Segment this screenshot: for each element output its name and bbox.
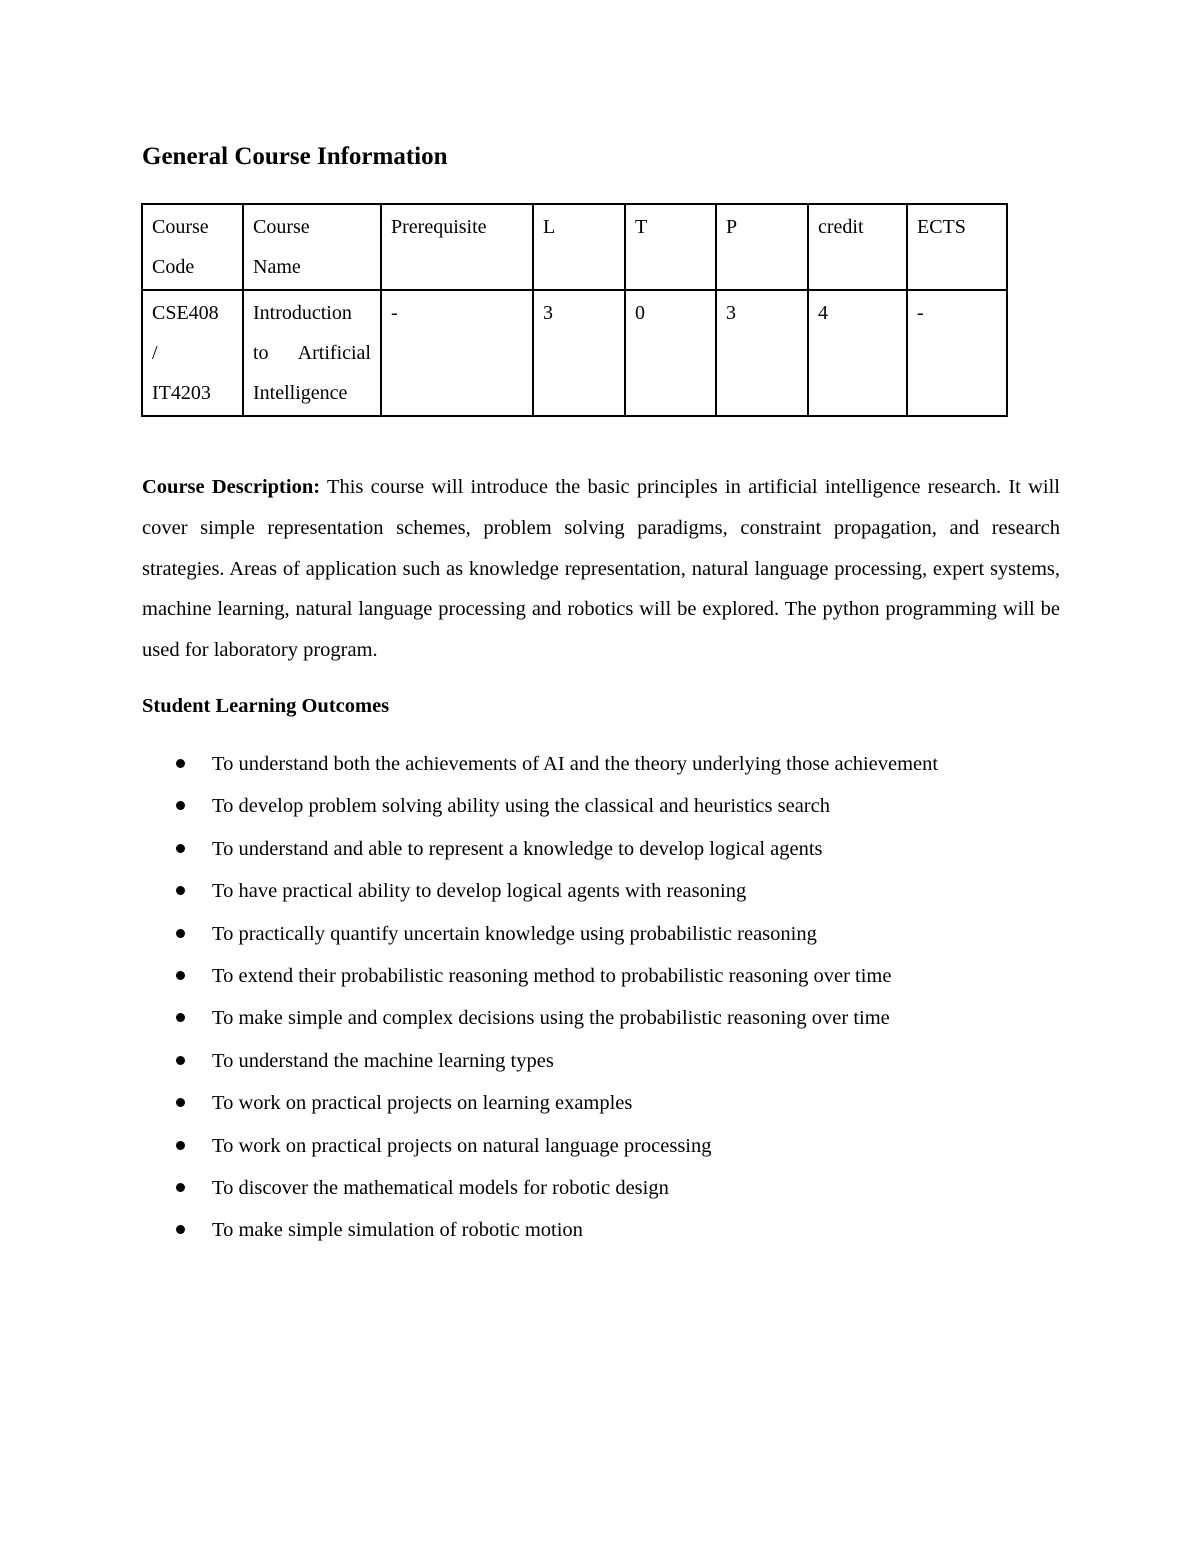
list-item-text: To work on practical projects on learning examples [212, 1092, 633, 1115]
bullet-icon [176, 971, 185, 980]
list-item [142, 1127, 1082, 1169]
bullet-icon [176, 1141, 185, 1150]
course-info-table [141, 203, 1008, 417]
cell-t: 0 [625, 290, 716, 416]
cell-ects: - [907, 290, 1007, 416]
list-item [142, 915, 1082, 957]
table-row [142, 290, 1007, 416]
course-description-text: This course will introduce the basic principles in artificial intelligence research. It will cover simple representation schemes, problem solving paradigms, constraint propagation, and research strategies. Areas of application such as knowledge representation, natural language processing, expert systems, machine learning, natural language processing and robotics will be explored. The python programming will be used for laboratory program. [142, 476, 1060, 662]
cell-p: 3 [716, 290, 808, 416]
header-p: P [716, 204, 808, 290]
list-item-text: To develop problem solving ability using the classical and heuristics search [212, 795, 830, 818]
list-item-text: To make simple simulation of robotic motion [212, 1219, 583, 1242]
list-item-text: To work on practical projects on natural language processing [212, 1134, 712, 1157]
header-l: L [533, 204, 625, 290]
list-item-text: To understand the machine learning types [212, 1049, 554, 1072]
list-item [142, 957, 1082, 999]
table-header-row [142, 204, 1007, 290]
header-credit: credit [808, 204, 907, 290]
course-code-line-1: CSE408 [152, 302, 219, 324]
outcomes-list [142, 745, 1082, 1254]
list-item-text: To extend their probabilistic reasoning method to probabilistic reasoning over time [212, 964, 892, 987]
list-item-text: To make simple and complex decisions using the probabilistic reasoning over time [212, 1007, 890, 1030]
bullet-icon [176, 1013, 185, 1022]
header-course-name-line-1: Course [253, 216, 310, 238]
course-code-line-3: IT4203 [152, 382, 211, 404]
list-item [142, 787, 1082, 829]
list-item [142, 745, 1082, 787]
header-course-code-line-2: Code [152, 256, 195, 278]
list-item [142, 830, 1082, 872]
bullet-icon [176, 1056, 185, 1065]
bullet-icon [176, 1225, 185, 1234]
header-prerequisite: Prerequisite [381, 204, 533, 290]
cell-credit: 4 [808, 290, 907, 416]
course-description-label: Course Description: [142, 476, 321, 498]
list-item-text: To discover the mathematical models for robotic design [212, 1176, 669, 1199]
list-item [142, 872, 1082, 914]
bullet-icon [176, 886, 185, 895]
outcomes-heading: Student Learning Outcomes [142, 695, 390, 717]
list-item-text: To understand and able to represent a knowledge to develop logical agents [212, 837, 823, 860]
bullet-icon [176, 929, 185, 938]
cell-course-name: Introduction to Artificial Intelligence [243, 290, 381, 416]
header-course-name-line-2: Name [253, 256, 301, 278]
list-item [142, 999, 1082, 1041]
bullet-icon [176, 759, 185, 768]
course-description [142, 467, 1060, 671]
bullet-icon [176, 844, 185, 853]
cell-prerequisite: - [381, 290, 533, 416]
list-item-text: To practically quantify uncertain knowledge using probabilistic reasoning [212, 922, 817, 945]
cell-course-code [142, 290, 243, 416]
list-item [142, 1169, 1082, 1211]
list-item-text: To understand both the achievements of AI and the theory underlying those achievement [212, 753, 939, 775]
page-title: General Course Information [142, 143, 448, 170]
header-ects: ECTS [907, 204, 1007, 290]
list-item-text: To have practical ability to develop logical agents with reasoning [212, 880, 747, 903]
course-code-line-2: / [152, 342, 158, 364]
list-item [142, 1042, 1082, 1084]
list-item [142, 1211, 1082, 1253]
header-course-code-line-1: Course [152, 216, 209, 238]
header-t: T [625, 204, 716, 290]
header-course-code [142, 204, 243, 290]
cell-l: 3 [533, 290, 625, 416]
list-item [142, 1084, 1082, 1126]
bullet-icon [176, 801, 185, 810]
header-course-name [243, 204, 381, 290]
bullet-icon [176, 1098, 185, 1107]
bullet-icon [176, 1183, 185, 1192]
